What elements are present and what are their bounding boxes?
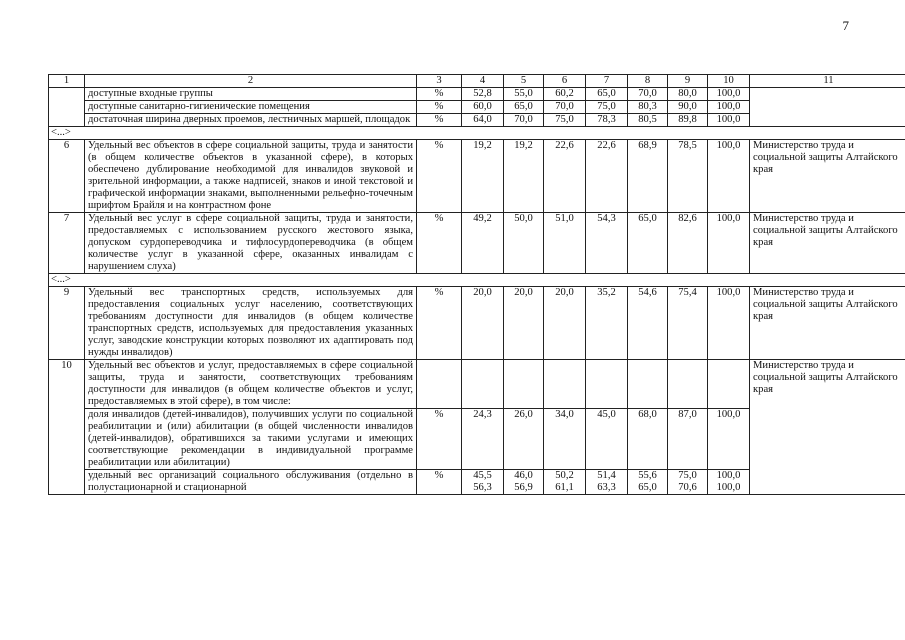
ellipsis-marker: <...> <box>49 274 905 287</box>
value-line: 50,2 <box>555 470 574 481</box>
value-line: 56,3 <box>473 482 492 493</box>
header-cell: 1 <box>49 75 85 88</box>
value-cell: 100,0 <box>708 101 750 114</box>
value-cell: 75,4 <box>668 287 708 360</box>
desc-cell: доступные санитарно-гигиенические помещения <box>85 101 417 114</box>
value-cell <box>708 470 750 495</box>
value-cell: 22,6 <box>586 140 628 213</box>
value-cell: 80,5 <box>628 114 668 127</box>
unit-cell: % <box>417 287 462 360</box>
ellipsis-row <box>49 274 905 287</box>
value-line: 55,6 <box>638 470 657 481</box>
value-cell: 35,2 <box>586 287 628 360</box>
value-cell: 65,0 <box>628 213 668 274</box>
value-cell: 68,9 <box>628 140 668 213</box>
value-cell: 26,0 <box>504 409 544 470</box>
value-cell <box>668 360 708 409</box>
value-cell: 100,0 <box>708 140 750 213</box>
value-line: 100,0 <box>716 470 741 481</box>
value-cell: 50,0 <box>504 213 544 274</box>
table-row <box>49 360 905 409</box>
value-cell <box>462 360 504 409</box>
unit-cell: % <box>417 470 462 495</box>
value-cell: 70,0 <box>544 101 586 114</box>
value-cell: 54,3 <box>586 213 628 274</box>
value-cell <box>544 470 586 495</box>
value-cell: 24,3 <box>462 409 504 470</box>
desc-cell: удельный вес организаций социального обслуживания (отдельно в полустационарной и стационарной <box>85 470 417 495</box>
header-cell: 7 <box>586 75 628 88</box>
ellipsis-marker: <...> <box>49 127 905 140</box>
value-cell: 19,2 <box>504 140 544 213</box>
value-cell: 82,6 <box>668 213 708 274</box>
value-cell <box>586 470 628 495</box>
agency-cell: Министерство труда и социальной защиты Алтайского края <box>750 213 905 274</box>
row-number: 7 <box>49 213 85 274</box>
table-row <box>49 213 905 274</box>
unit-cell: % <box>417 140 462 213</box>
num-cell <box>49 88 85 127</box>
table-row <box>49 140 905 213</box>
header-cell: 2 <box>85 75 417 88</box>
agency-cell: Министерство труда и социальной защиты Алтайского края <box>750 360 905 495</box>
desc-cell: доступные входные группы <box>85 88 417 101</box>
header-cell: 11 <box>750 75 905 88</box>
value-cell: 49,2 <box>462 213 504 274</box>
ellipsis-row <box>49 127 905 140</box>
agency-cell: Министерство труда и социальной защиты Алтайского края <box>750 287 905 360</box>
value-line: 45,5 <box>473 470 492 481</box>
value-cell: 54,6 <box>628 287 668 360</box>
header-cell: 10 <box>708 75 750 88</box>
desc-cell: Удельный вес транспортных средств, используемых для предоставления социальных услуг населению, соответствующих требованиям доступности для инвалидов (в общем количестве транспортных средств, используемых для предоставления указанных услуг, заводские конструкции которых позволяют их адаптировать под нужды инвалидов) <box>85 287 417 360</box>
value-cell: 100,0 <box>708 213 750 274</box>
unit-cell: % <box>417 101 462 114</box>
value-cell: 19,2 <box>462 140 504 213</box>
value-cell: 80,0 <box>668 88 708 101</box>
agency-cell: Министерство труда и социальной защиты Алтайского края <box>750 140 905 213</box>
page-number: 7 <box>842 18 849 33</box>
unit-cell: % <box>417 114 462 127</box>
value-line: 56,9 <box>514 482 533 493</box>
table-row <box>49 88 905 101</box>
desc-cell: достаточная ширина дверных проемов, лестничных маршей, площадок <box>85 114 417 127</box>
value-cell <box>504 360 544 409</box>
value-cell: 75,0 <box>586 101 628 114</box>
value-line: 61,1 <box>555 482 574 493</box>
value-cell: 52,8 <box>462 88 504 101</box>
indicators-table <box>48 74 905 495</box>
value-line: 100,0 <box>716 482 741 493</box>
row-number: 6 <box>49 140 85 213</box>
value-cell <box>462 470 504 495</box>
value-cell: 90,0 <box>668 101 708 114</box>
value-cell: 64,0 <box>462 114 504 127</box>
value-cell: 87,0 <box>668 409 708 470</box>
value-cell <box>668 470 708 495</box>
value-cell <box>544 360 586 409</box>
value-line: 65,0 <box>638 482 657 493</box>
header-cell: 4 <box>462 75 504 88</box>
header-cell: 8 <box>628 75 668 88</box>
agency-cell <box>750 88 905 127</box>
value-cell <box>504 470 544 495</box>
value-line: 63,3 <box>597 482 616 493</box>
value-cell <box>628 470 668 495</box>
value-cell: 22,6 <box>544 140 586 213</box>
unit-cell: % <box>417 88 462 101</box>
value-cell: 70,0 <box>504 114 544 127</box>
value-cell: 60,0 <box>462 101 504 114</box>
value-cell: 75,0 <box>544 114 586 127</box>
value-cell: 78,3 <box>586 114 628 127</box>
value-cell: 65,0 <box>504 101 544 114</box>
value-cell: 20,0 <box>544 287 586 360</box>
value-line: 70,6 <box>678 482 697 493</box>
value-cell: 80,3 <box>628 101 668 114</box>
header-cell: 5 <box>504 75 544 88</box>
value-cell <box>586 360 628 409</box>
value-line: 46,0 <box>514 470 533 481</box>
value-cell: 45,0 <box>586 409 628 470</box>
value-line: 51,4 <box>597 470 616 481</box>
value-cell: 100,0 <box>708 409 750 470</box>
desc-cell: доля инвалидов (детей-инвалидов), получивших услуги по социальной реабилитации и (или) абилитации (в общей численности инвалидов (детей-инвалидов), обратившихся за такими услугами и имеющих соответствующие рекомендации в индивидуальной программе реабилитации или абилитации) <box>85 409 417 470</box>
unit-cell <box>417 360 462 409</box>
header-row <box>49 75 905 88</box>
row-number: 9 <box>49 287 85 360</box>
value-cell: 68,0 <box>628 409 668 470</box>
value-cell: 100,0 <box>708 88 750 101</box>
value-cell: 100,0 <box>708 287 750 360</box>
value-cell: 70,0 <box>628 88 668 101</box>
unit-cell: % <box>417 409 462 470</box>
value-cell: 51,0 <box>544 213 586 274</box>
value-cell: 100,0 <box>708 114 750 127</box>
desc-cell: Удельный вес объектов и услуг, предоставляемых в сфере социальной защиты, труда и занятости, соответствующих требованиям доступности для инвалидов (в общем количестве объектов и услуг, предоставляемых в этой сфере), в том числе: <box>85 360 417 409</box>
value-cell <box>708 360 750 409</box>
value-cell: 60,2 <box>544 88 586 101</box>
value-cell: 65,0 <box>586 88 628 101</box>
value-cell: 89,8 <box>668 114 708 127</box>
value-line: 75,0 <box>678 470 697 481</box>
table-row <box>49 287 905 360</box>
value-cell: 34,0 <box>544 409 586 470</box>
row-number: 10 <box>49 360 85 495</box>
header-cell: 6 <box>544 75 586 88</box>
value-cell: 20,0 <box>504 287 544 360</box>
desc-cell: Удельный вес услуг в сфере социальной защиты, труда и занятости, предоставляемых с использованием русского жестового языка, допуском сурдопереводчика и тифлосурдопереводчика (в общем количестве услуг в указанной сфере, оказанных инвалидам с нарушением слуха) <box>85 213 417 274</box>
desc-cell: Удельный вес объектов в сфере социальной защиты, труда и занятости (в общем количестве объектов в указанной сфере), в которых обеспечено дублирование необходимой для инвалидов звуковой и зрительной информации, а также надписей, знаков и иной текстовой и графической информации знаками, выполненными рельефно-точечным шрифтом Брайля и на контрастном фоне <box>85 140 417 213</box>
value-cell <box>628 360 668 409</box>
value-cell: 55,0 <box>504 88 544 101</box>
header-cell: 9 <box>668 75 708 88</box>
unit-cell: % <box>417 213 462 274</box>
value-cell: 78,5 <box>668 140 708 213</box>
value-cell: 20,0 <box>462 287 504 360</box>
header-cell: 3 <box>417 75 462 88</box>
